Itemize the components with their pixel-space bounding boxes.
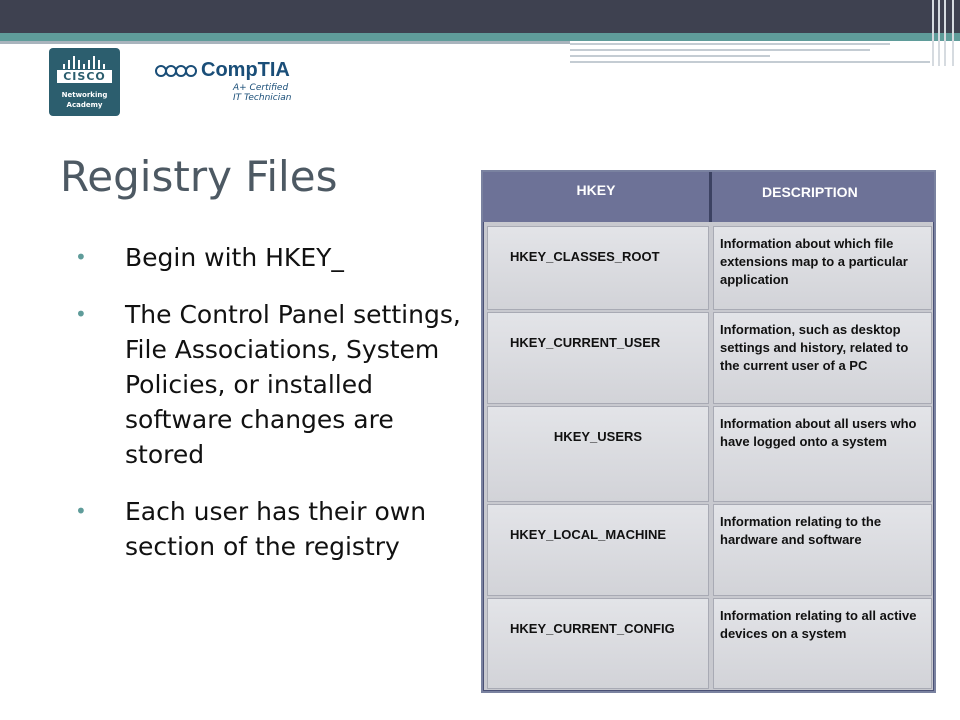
comptia-cert-line2: IT Technician [233,93,292,103]
banner-accent-stripe [0,33,960,41]
cisco-sub-line1: Networking [61,91,108,99]
table-row [487,504,932,596]
comptia-cert-line1: A+ Certified [233,83,289,93]
banner-vertical-lines [930,0,960,66]
bullet-item: • Each user has their own section of the registry [75,494,475,564]
cisco-wordmark: CISCO [57,70,112,83]
hive-description: Information, such as desktop settings and history, related to the current user of a PC [713,312,932,404]
hive-key: HKEY_USERS [487,406,709,502]
bullet-item: • The Control Panel settings, File Associations, System Policies, or installed software changes are stored [75,297,475,472]
header-description: DESCRIPTION [762,184,858,200]
bullet-item: • Begin with HKEY_ [75,240,475,275]
cisco-bars-icon [63,55,107,69]
comptia-logo [155,55,315,105]
comptia-cert [233,83,291,103]
top-banner [0,0,960,33]
banner-lines [570,41,930,67]
header-hkey: HKEY [483,172,712,222]
hive-key: HKEY_LOCAL_MACHINE [487,504,709,596]
table-row [487,406,932,502]
comptia-rings-icon [155,65,201,79]
cisco-networking-academy-logo [49,48,120,116]
comptia-wordmark: CompTIA [201,59,290,81]
hive-description: Information about which file extensions map to a particular application [713,226,932,310]
hive-key: HKEY_CURRENT_USER [487,312,709,404]
table-header [483,172,934,222]
bullet-list [75,240,475,586]
hive-description: Information relating to all active devices on a system [713,598,932,689]
table-row [487,312,932,404]
table-row [487,226,932,310]
banner-divider [0,41,570,44]
hive-description: Information relating to the hardware and software [713,504,932,596]
table-row [487,598,932,689]
hive-description: Information about all users who have logged onto a system [713,406,932,502]
slide-title: Registry Files [60,152,338,201]
cisco-sub-line2: Academy [66,101,103,109]
hive-key: HKEY_CLASSES_ROOT [487,226,709,310]
registry-hive-table [481,170,936,693]
hive-key: HKEY_CURRENT_CONFIG [487,598,709,689]
